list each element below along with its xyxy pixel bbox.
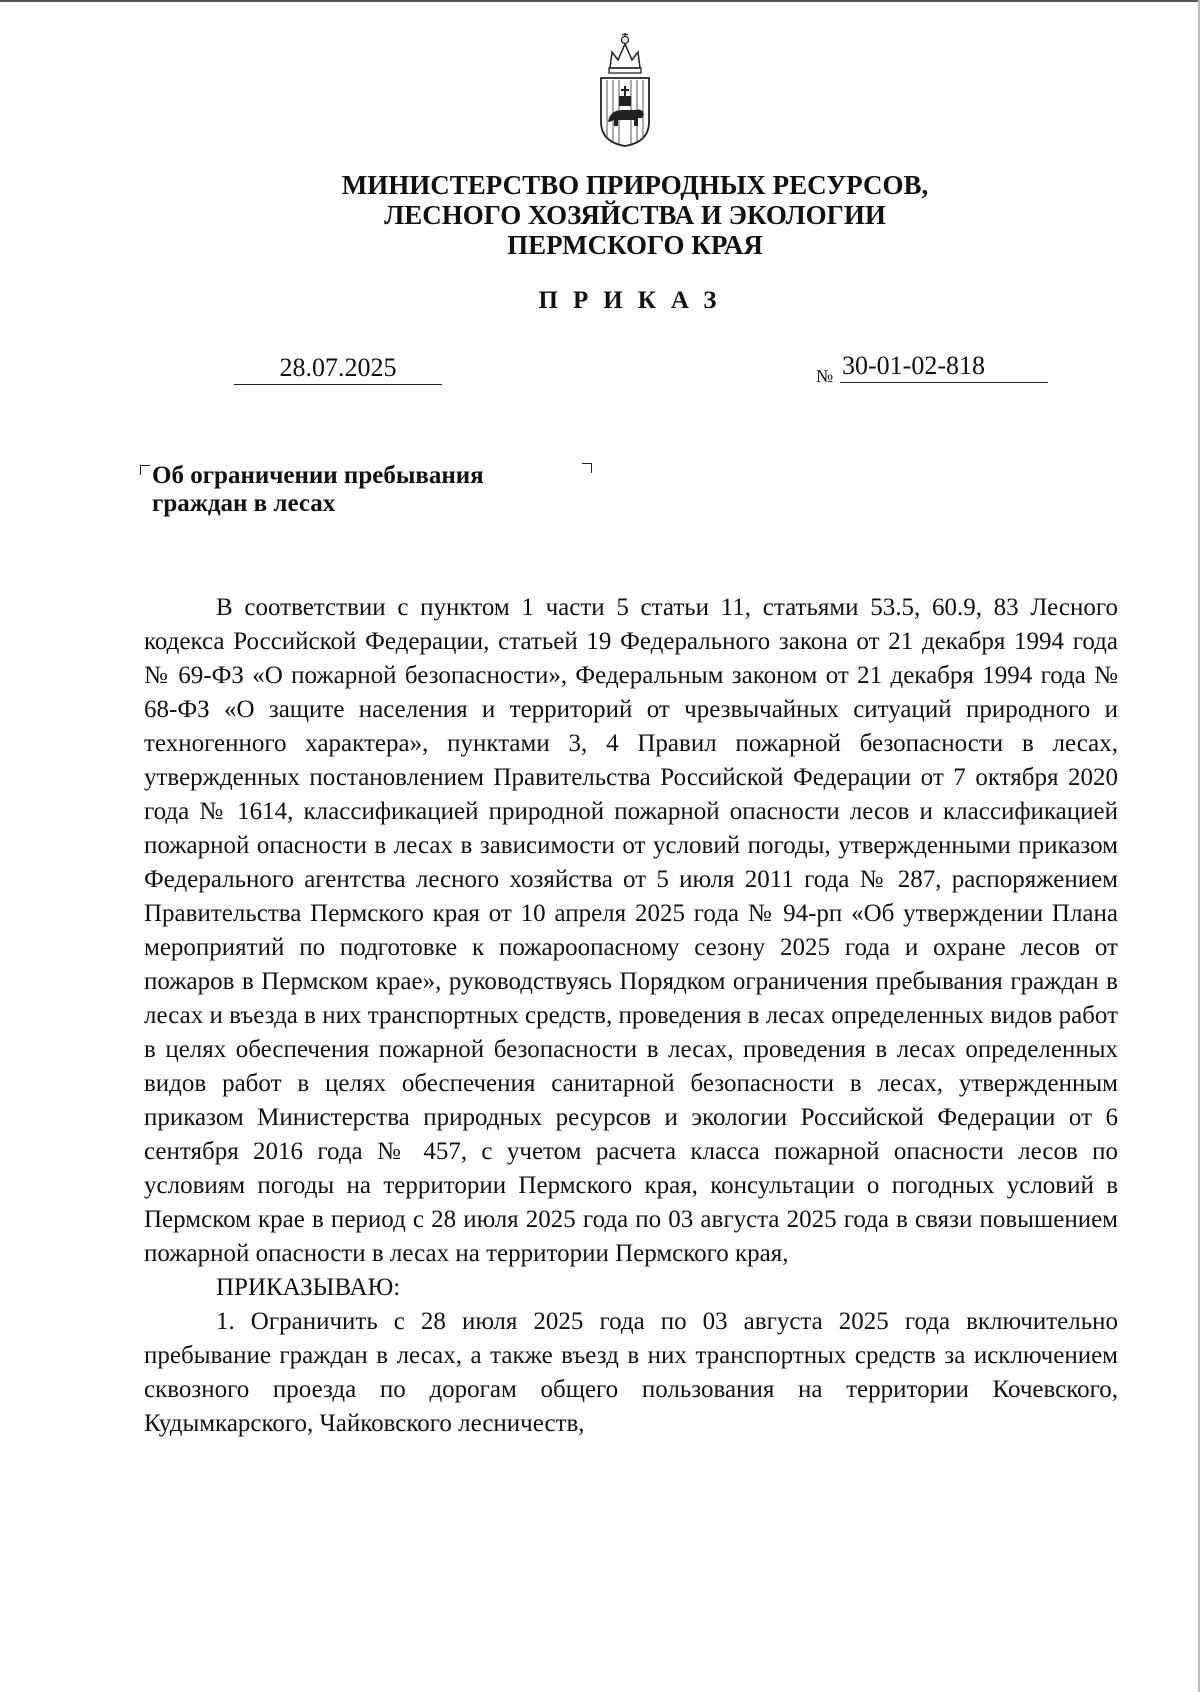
ministry-line-2: ЛЕСНОГО ХОЗЯЙСТВА И ЭКОЛОГИИ <box>384 200 886 230</box>
subject-bracket-left <box>140 465 150 475</box>
order-item-1: 1. Ограничить с 28 июля 2025 года по 03 августа 2025 года включительно пребывание граждан в лесах, а также въезд в них транспортных средств за исключением сквозного проезда по дорогам общего пользования на территории Кочевского, Кудымкарского, Чайковского лесничеств, <box>144 1308 1118 1437</box>
document-body <box>144 591 1118 1441</box>
subject-line-1: Об ограничении пребывания <box>152 462 484 489</box>
order-word: ПРИКАЗЫВАЮ: <box>216 1274 401 1301</box>
document-subject <box>152 462 612 518</box>
subject-line-2: граждан в лесах <box>152 490 336 517</box>
document-type-heading: ПРИКАЗ <box>538 287 732 314</box>
document-number: 30-01-02-818 <box>840 350 1048 383</box>
preamble-paragraph: В соответствии с пунктом 1 части 5 статьи 11, статьями 53.5, 60.9, 83 Лесного кодекса Российской Федерации, статьей 19 Федерального закона от 21 декабря 1994 года № 69-ФЗ «О пожарной безопасности», Федеральным законом от 21 декабря 1994 года № 68-ФЗ «О защите населения и территорий от чрезвычайных ситуаций природного и техногенного характера», пунктами 3, 4 Правил пожарной безопасности в лесах, утвержденных постановлением Правительства Российской Федерации от 7 октября 2020 года № 1614, классификацией природной пожарной опасности лесов и классификацией пожарной опасности в лесах в зависимости от условий погоды, утвержденными приказом Федерального агентства лесного хозяйства от 5 июля 2011 года № 287, распоряжением Правительства Пермского края от 10 апреля 2025 года № 94-рп «Об утверждении Плана мероприятий по подготовке к пожароопасному сезону 2025 года и охране лесов от пожаров в Пермском крае», руководствуясь Порядком ограничения пребывания граждан в лесах и въезда в них транспортных средств, проведения в лесах определенных видов работ в целях обеспечения пожарной безопасности в лесах, проведения в лесах определенных видов работ в целях обеспечения санитарной безопасности в лесах, утвержденным приказом Министерства природных ресурсов и экологии Российской Федерации от 6 сентября 2016 года № 457, с учетом расчета класса пожарной опасности лесов по условиям погоды на территории Пермского края, консультации о погодных условий в Пермском крае в период с 28 июля 2025 года по 03 августа 2025 года в связи повышением пожарной опасности в лесах на территории Пермского края, <box>144 594 1118 1267</box>
ministry-line-3: ПЕРМСКОГО КРАЯ <box>507 230 763 260</box>
document-date: 28.07.2025 <box>234 352 442 385</box>
perm-krai-coat-of-arms-icon <box>598 30 652 148</box>
number-sign: № <box>816 366 834 386</box>
ministry-line-1: МИНИСТЕРСТВО ПРИРОДНЫХ РЕСУРСОВ, <box>341 170 929 200</box>
ministry-title <box>200 170 1070 260</box>
scan-top-edge <box>0 0 1200 2</box>
